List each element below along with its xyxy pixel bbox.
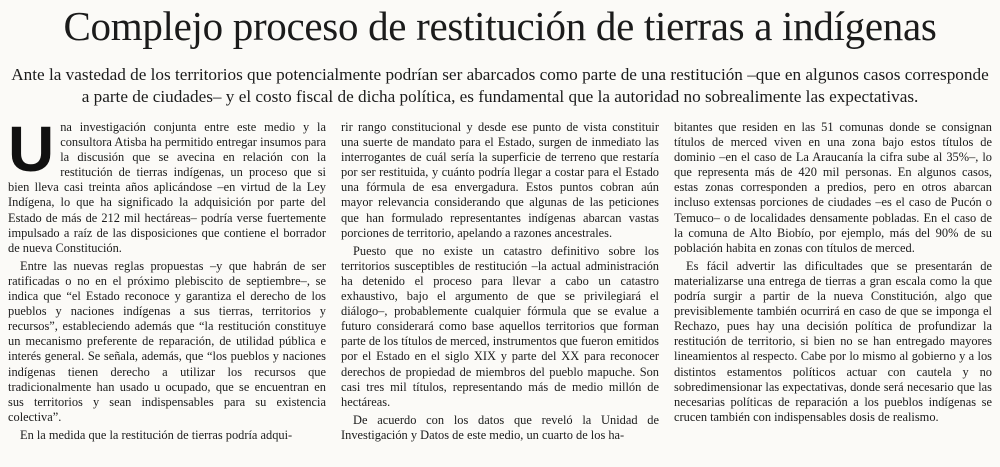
paragraph-text: na investigación conjunta entre este medio y la consultora Atisba ha permitido entregar insumos para la discusión que se avecina en relación con la restitución de tierras indígenas, un proceso que si bien lleva casi treinta años aplicándose –en virtud de la Ley Indígena, lo que ha significado la adquisición por parte del Estado de más de 212 mil hectáreas– podría verse fuertemente impulsado a raíz de las disposiciones que contiene el borrador de nueva Constitución. [8, 120, 326, 255]
paragraph: rir rango constitucional y desde ese punto de vista constituir una suerte de mandato para el Estado, surgen de inmediato las interrogantes de cuál sería la superficie de terreno que restaría por ser restituida, y cuánto podría llegar a costar para el Estado una fórmula de esa envergadura. Estos puntos cobran aún mayor relevancia considerando que algunas de las peticiones que han formulado representantes indígenas abarcan vastas porciones de territorio, apelando a razones ancestrales. [341, 120, 659, 240]
deck-subtitle: Ante la vastedad de los territorios que potencialmente podrían ser abarcados como parte de una restitución –que en algunos casos corresponde a parte de ciudades– y el costo fiscal de dicha política, es fundamental que la autoridad no sobrealimente las expectativas. [11, 65, 989, 106]
column-1 [8, 120, 326, 467]
paragraph: Es fácil advertir las dificultades que se presentarán de materializarse una entrega de tierras a gran escala como la que podría surgir a partir de la nueva Constitución, algo que previsiblemente también ocurrirá en caso de que se imponga el Rechazo, pues hay una decisión política de profundizar la restitución de territorio, si bien no se han entregado mayores lineamientos al respecto. Cabe por lo mismo al gobierno y a los distintos estamentos políticos actuar con cautela y no sobredimensionar las expectativas, donde será necesario que las necesarias políticas de reparación a los pueblos indígenas se crucen también con indispensables dosis de realismo. [674, 258, 992, 424]
paragraph: En la medida que la restitución de tierras podría adqui- [20, 427, 293, 442]
article-columns [8, 120, 992, 467]
paragraph: Entre las nuevas reglas propuestas –y que habrán de ser ratificadas o no en el próximo plebiscito de septiembre–, se indica que “el Estado reconoce y garantiza el derecho de los pueblos y naciones indígenas a sus tierras, territorios y recursos”, estableciendo además que “la restitución constituye un mecanismo preferente de reparación, de utilidad pública e interés general. Se señala, además, que “los pueblos y naciones indígenas tienen derecho a utilizar los recursos que tradicionalmente han usado u ocupado, que se encuentran en sus territorios y sean indispensables para su existencia colectiva”. [8, 258, 326, 424]
paragraph: Puesto que no existe un catastro definitivo sobre los territorios susceptibles de restitución –la actual administración ha detenido el proceso para llevar a cabo un catastro exhaustivo, bajo el argumento de que se privilegiará el diálogo–, probablemente cualquier fórmula que se evalue a futuro considerará como base aquellos territorios que forman parte de los títulos de merced, instrumentos que fueron emitidos por el Estado en el siglo XIX y parte del XX para reconocer derechos de propiedad de miembros del pueblo mapuche. Son casi tres mil títulos, representando más de medio millón de hectáreas. [341, 243, 659, 409]
paragraph: De acuerdo con los datos que reveló la Unidad de Investigación y Datos de este medio, un cuarto de los ha- [341, 412, 659, 442]
column-3 [674, 120, 992, 467]
paragraph: bitantes que residen en las 51 comunas donde se consignan títulos de merced viven en una zona bajo estos títulos de dominio –en el caso de La Araucanía la cifra sube al 35%–, lo que representa más de 420 mil personas. En algunos casos, estas zonas corresponden a predios, pero en otros abarcan incluso extensas porciones de ciudades –es el caso de Pucón o Temuco– o de localidades densamente pobladas. En el caso de la comuna de Alto Biobío, por ejemplo, más del 90% de su población habita en zonas con títulos de merced. [674, 120, 992, 255]
headline: Complejo proceso de restitución de tierras a indígenas [63, 3, 937, 49]
paragraph [8, 120, 326, 256]
drop-cap: U [8, 120, 55, 185]
column-2 [341, 120, 659, 467]
